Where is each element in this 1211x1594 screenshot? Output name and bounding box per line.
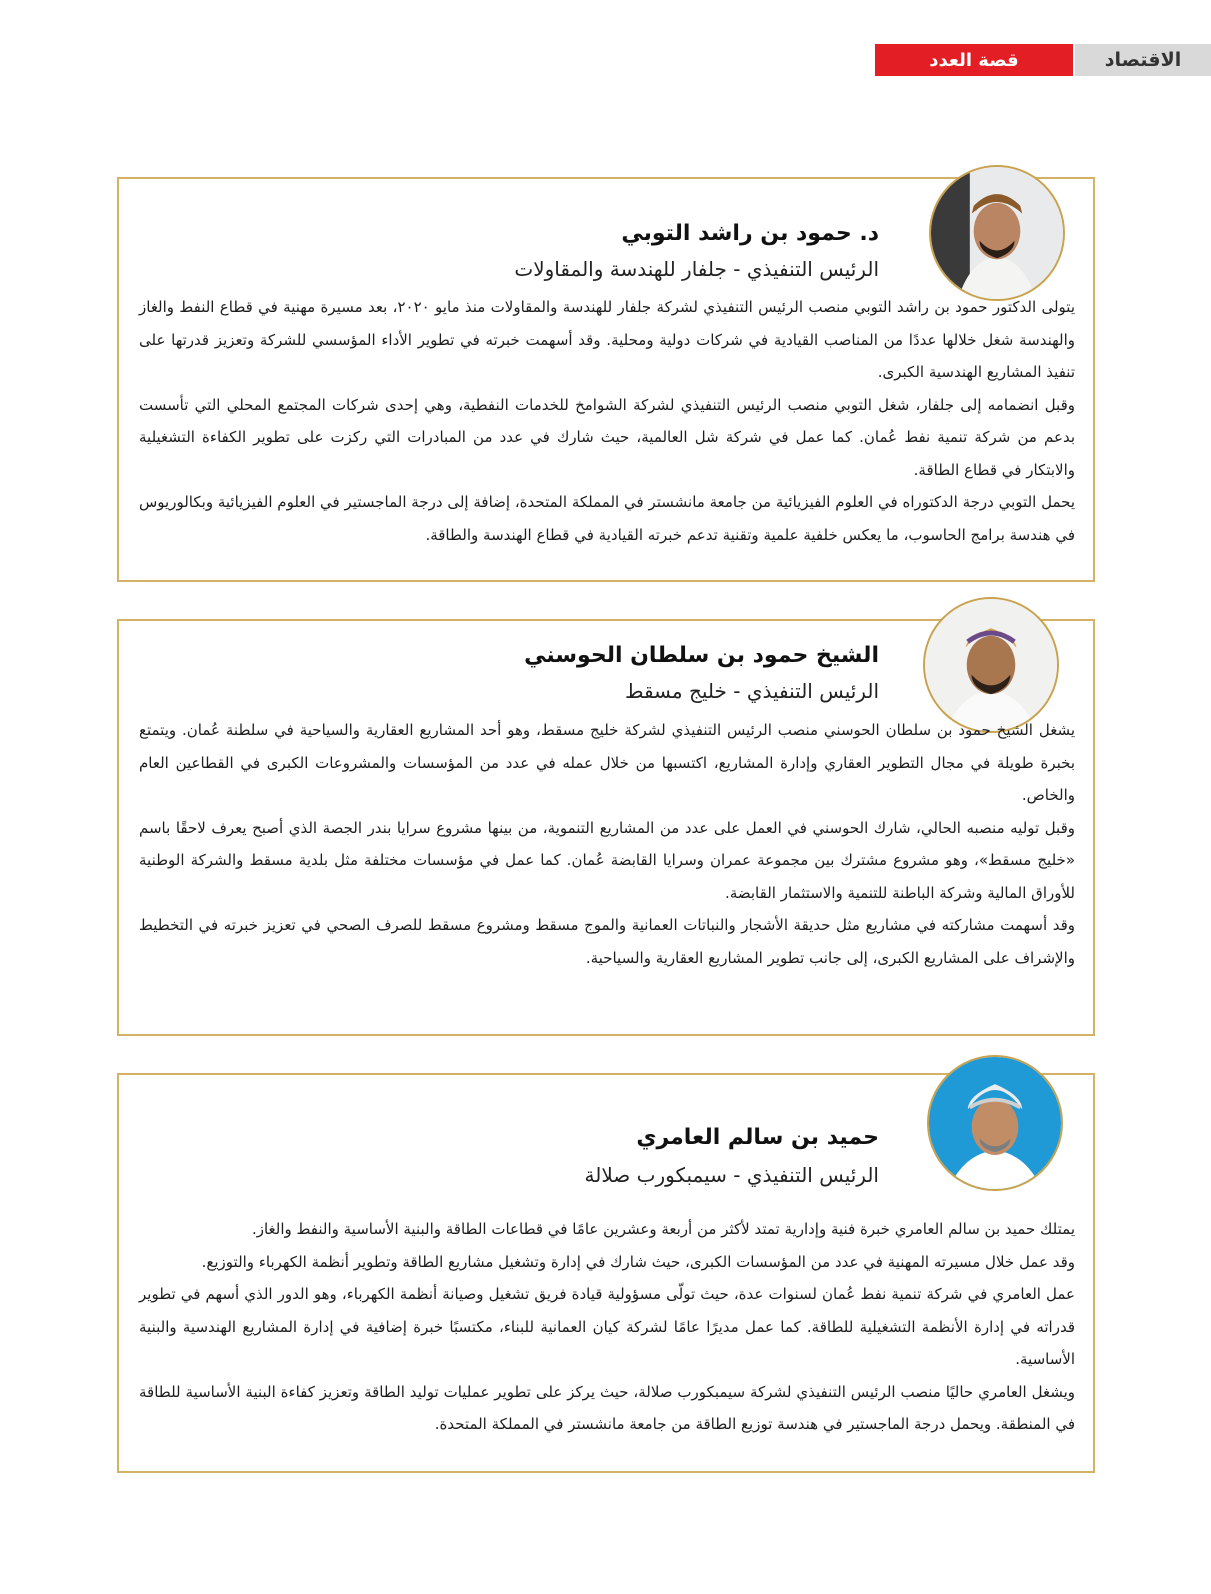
portrait-photo: [929, 165, 1065, 301]
person-portrait-icon: [929, 1057, 1061, 1189]
bio-paragraph: ويشغل العامري حاليًا منصب الرئيس التنفيذي لشركة سيمبكورب صلالة، حيث يركز على تطوير عمليات توليد الطاقة وتعزيز كفاءة البنية الأساسية للطاقة في المنطقة. ويحمل درجة الماجستير في هندسة توزيع الطاقة من جامعة مانشستر في المملكة المتحدة.: [139, 1382, 1075, 1433]
bio-paragraph: يحمل التوبي درجة الدكتوراه في العلوم الفيزيائية من جامعة مانشستر في المملكة المتحدة، إضافة إلى درجة الماجستير في العلوم الفيزيائية وبكالوريوس في هندسة برامج الحاسوب، ما يعكس خلفية علمية وتقنية تدعم خبرته القيادية في قطاع الهندسة والطاقة.: [139, 493, 1075, 544]
portrait-photo: [927, 1055, 1063, 1191]
bio-paragraph: عمل العامري في شركة تنمية نفط عُمان لسنوات عدة، حيث تولّى مسؤولية قيادة فريق تشغيل وصيانة أنظمة الكهرباء، وهو الدور الذي أسهم في تطوير قدراته في إدارة الأنظمة التشغيلية للطاقة. كما عمل مديرًا عامًا لشركة كيان العمانية للبناء، مكتسبًا خبرة إضافية في إدارة المشاريع الهندسية والبنية الأساسية.: [139, 1285, 1075, 1368]
profile-name: الشيخ حمود بن سلطان الحوسني: [524, 643, 879, 668]
person-portrait-icon: [931, 167, 1063, 299]
magazine-logo: الاقتصاد: [1075, 44, 1211, 76]
bio-paragraph: يمتلك حميد بن سالم العامري خبرة فنية وإدارية تمتد لأكثر من أربعة وعشرين عامًا في قطاعات الطاقة والبنية الأساسية والنفط والغاز.: [251, 1220, 1075, 1238]
person-portrait-icon: [925, 599, 1057, 731]
profile-role: الرئيس التنفيذي - سيمبكورب صلالة: [584, 1163, 879, 1187]
bio-paragraph: يتولى الدكتور حمود بن راشد التوبي منصب الرئيس التنفيذي لشركة جلفار للهندسة والمقاولات منذ مايو ٢٠٢٠، بعد مسيرة مهنية في قطاع النفط والغاز والهندسة شغل خلالها عددًا من المناصب القيادية في شركات دولية ومحلية. وقد أسهمت خبرته في تطوير الأداء المؤسسي للشركة وتعزيز قدرتها على تنفيذ المشاريع الهندسية الكبرى.: [139, 298, 1076, 381]
bio-paragraph: يشغل الشيخ حمود بن سلطان الحوسني منصب الرئيس التنفيذي لشركة خليج مسقط، وهو أحد المشاريع العقارية والسياحية في سلطنة عُمان. ويتمتع بخبرة طويلة في مجال التطوير العقاري وإدارة المشاريع، اكتسبها من خلال عمله في عدد من المؤسسات والمشروعات الكبرى في القطاعين العام والخاص.: [139, 721, 1075, 804]
profile-card-3: [117, 1073, 1095, 1473]
profile-card-1: [117, 177, 1095, 582]
profile-name: حميد بن سالم العامري: [636, 1125, 879, 1150]
profile-card-2: [117, 619, 1095, 1036]
profile-role: الرئيس التنفيذي - خليج مسقط: [624, 679, 879, 703]
bio-paragraph: وقد أسهمت مشاركته في مشاريع مثل حديقة الأشجار والنباتات العمانية والموج مسقط ومشروع مسقط للصرف الصحي في تعزيز خبرته في التخطيط والإشراف على المشاريع الكبرى، إلى جانب تطوير المشاريع العقارية والسياحية.: [139, 916, 1075, 967]
profile-name: د. حمود بن راشد التوبي: [621, 221, 879, 246]
profile-bio: [139, 714, 1075, 974]
profile-bio: [139, 1213, 1075, 1441]
bio-paragraph: وقبل توليه منصبه الحالي، شارك الحوسني في العمل على عدد من المشاريع التنموية، من بينها مشروع سرايا بندر الجصة الذي أصبح يعرف لاحقًا باسم «خليج مسقط»، وهو مشروع مشترك بين مجموعة عمران وسرايا القابضة عُمان. كما عمل في مؤسسات مختلفة مثل بلدية مسقط والشركة الوطنية للأوراق المالية وشركة الباطنة للتنمية والاستثمار القابضة.: [139, 818, 1075, 902]
bio-paragraph: وقد عمل خلال مسيرته المهنية في عدد من المؤسسات الكبرى، حيث شارك في إدارة وتشغيل مشاريع الطاقة وتطوير أنظمة الكهرباء والتوزيع.: [201, 1252, 1075, 1271]
profile-bio: [139, 291, 1075, 551]
page-header: [875, 44, 1211, 76]
portrait-photo: [923, 597, 1059, 733]
bio-paragraph: وقبل انضمامه إلى جلفار، شغل التوبي منصب الرئيس التنفيذي لشركة الشوامخ للخدمات النفطية، وهي إحدى شركات المجتمع المحلي التي تأسست بدعم من شركة تنمية نفط عُمان. كما عمل في شركة شل العالمية، حيث شارك في عدد من المبادرات التي ركزت على تطوير الكفاءة التشغيلية والابتكار في قطاع الطاقة.: [139, 395, 1075, 479]
section-label: قصة العدد: [875, 44, 1073, 76]
profile-role: الرئيس التنفيذي - جلفار للهندسة والمقاولات: [514, 257, 879, 281]
